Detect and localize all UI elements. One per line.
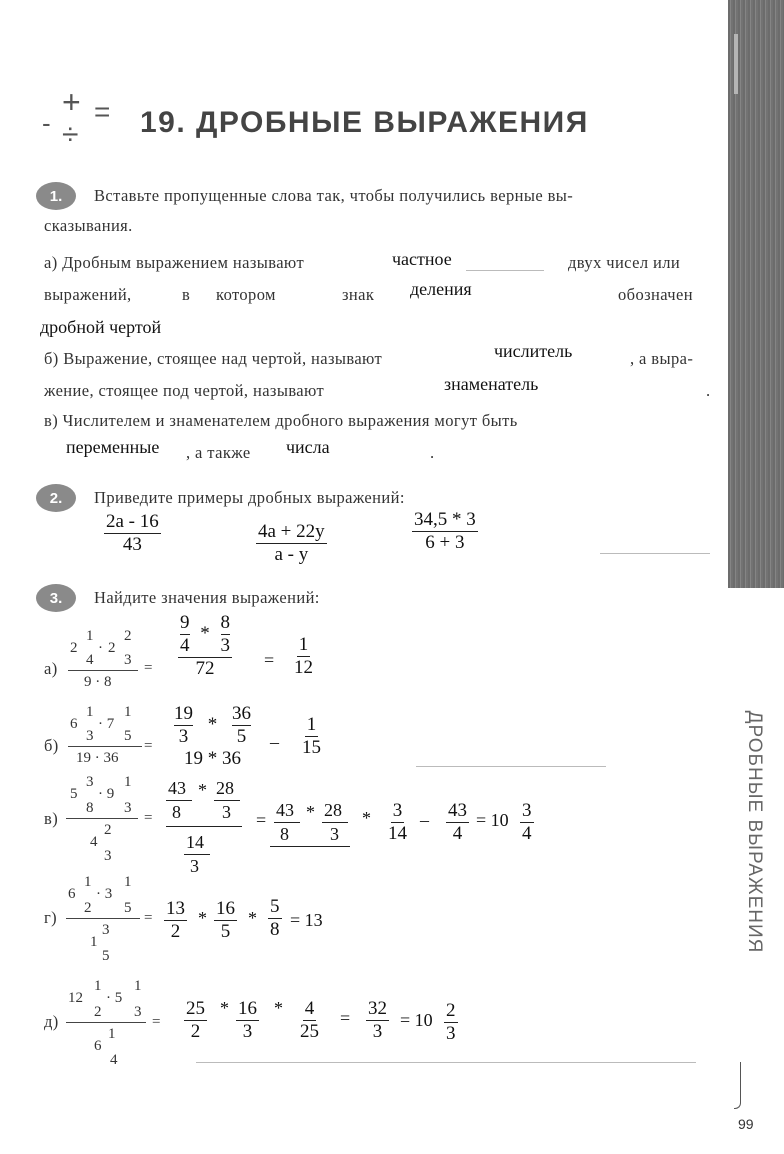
sub-numerator: 28 bbox=[216, 778, 234, 798]
mixed-numerator: 1 bbox=[108, 1026, 116, 1042]
mixed-numerator: 3 bbox=[522, 800, 532, 821]
math-operations-icon bbox=[38, 84, 122, 158]
task1-a-answer-3: дробной чертой bbox=[40, 317, 162, 337]
task3-b-label: б) bbox=[44, 736, 59, 755]
fraction-bar bbox=[66, 818, 138, 819]
task1-c-answer-2: числа bbox=[286, 437, 330, 457]
dot-operator: · 9 bbox=[98, 786, 115, 802]
equals-sign: = bbox=[94, 96, 111, 127]
fraction-numerator bbox=[178, 612, 232, 658]
mixed-whole: 2 bbox=[70, 640, 78, 656]
dot-operator: · 7 bbox=[98, 716, 115, 732]
equals-sign: = bbox=[144, 910, 153, 926]
mixed-whole: 2 bbox=[108, 640, 116, 656]
fraction-denominator: 2 bbox=[190, 1020, 201, 1042]
fraction-denominator: 25 bbox=[300, 1020, 319, 1042]
fraction-bar bbox=[274, 822, 300, 823]
sub-denominator: 3 bbox=[190, 856, 199, 876]
answer-blank-line bbox=[466, 270, 544, 271]
multiply-star: * bbox=[198, 780, 207, 800]
sub-numerator: 36 bbox=[232, 703, 251, 724]
minus-sign: – bbox=[270, 732, 279, 752]
task2-example-2 bbox=[256, 521, 327, 566]
task3-g-label: г) bbox=[44, 908, 58, 927]
mixed-denominator: 3 bbox=[86, 728, 94, 744]
mixed-numerator: 3 bbox=[102, 922, 110, 938]
fraction-denominator: 5 bbox=[220, 920, 231, 942]
answer-blank-line bbox=[600, 553, 710, 554]
task3-a-label: а) bbox=[44, 659, 58, 678]
mixed-numerator: 1 bbox=[124, 774, 132, 790]
sub-denominator: 8 bbox=[172, 802, 181, 822]
fraction-bar bbox=[166, 800, 192, 801]
result-numerator: 43 bbox=[448, 800, 467, 821]
task3-b-handwritten-fraction-1 bbox=[172, 703, 253, 770]
result-numerator: 1 bbox=[298, 634, 309, 655]
mixed-numerator: 1 bbox=[124, 874, 132, 890]
task3-a-handwritten-fraction-1 bbox=[178, 612, 232, 680]
mixed-numerator: 2 bbox=[124, 628, 132, 644]
task3-v-printed-expression bbox=[64, 774, 144, 868]
task2-example-1 bbox=[104, 511, 161, 556]
multiply-star: * bbox=[362, 808, 371, 828]
task3-d-fraction-2 bbox=[236, 998, 259, 1043]
minus-sign: – bbox=[420, 810, 429, 830]
result-value: = 13 bbox=[290, 910, 323, 930]
fraction-bar bbox=[184, 854, 210, 855]
fraction-numerator: 4 bbox=[304, 998, 315, 1019]
fraction-numerator: 13 bbox=[166, 898, 185, 919]
task3-d-fraction-3 bbox=[298, 998, 321, 1043]
mixed-denominator: 2 bbox=[84, 900, 92, 916]
mixed-denominator: 3 bbox=[104, 848, 112, 864]
side-chapter-title: ДРОБНЫЕ ВЫРАЖЕНИЯ bbox=[744, 710, 765, 954]
result-denominator: 3 bbox=[372, 1020, 383, 1042]
mixed-numerator: 1 bbox=[86, 628, 94, 644]
fraction-denominator: 19 * 36 bbox=[184, 747, 241, 769]
task3-d-result bbox=[366, 998, 389, 1043]
equals-sign: = bbox=[264, 650, 275, 670]
equals-sign: = 10 bbox=[476, 810, 509, 830]
sub-numerator: 14 bbox=[186, 832, 204, 852]
multiply-star: * bbox=[274, 998, 283, 1018]
result-denominator: 12 bbox=[294, 656, 313, 678]
mixed-numerator: 1 bbox=[86, 704, 94, 720]
mixed-numerator: 3 bbox=[86, 774, 94, 790]
fraction-numerator: 3 bbox=[392, 800, 403, 821]
divide-sign: ÷ bbox=[62, 118, 79, 151]
task1-a-answer-2: деления bbox=[410, 279, 472, 299]
task1-b-text: б) Выражение, стоящее над чертой, называют bbox=[44, 349, 383, 368]
mixed-whole: 4 bbox=[90, 834, 98, 850]
printed-denominator: 9 · 8 bbox=[84, 674, 112, 690]
mixed-denominator: 2 bbox=[94, 1004, 102, 1020]
dot-operator: · bbox=[98, 640, 103, 656]
sub-numerator: 8 bbox=[220, 612, 230, 633]
task3-a-result bbox=[292, 634, 315, 679]
sub-denominator: 3 bbox=[330, 824, 339, 844]
fraction-bar bbox=[66, 918, 140, 919]
mixed-denominator: 5 bbox=[102, 948, 110, 964]
equals-sign: = bbox=[340, 1008, 351, 1028]
task3-g-printed-expression bbox=[64, 874, 148, 968]
task1-c-answer-1: переменные bbox=[66, 437, 160, 457]
task3-g-fraction-2 bbox=[214, 898, 237, 943]
plus-sign: + bbox=[62, 84, 81, 120]
multiply-star: * bbox=[220, 998, 229, 1018]
equals-sign: = bbox=[144, 810, 153, 826]
example-numerator: 34,5 * 3 bbox=[414, 509, 476, 530]
fraction-numerator: 16 bbox=[238, 998, 257, 1019]
fraction-numerator: 25 bbox=[186, 998, 205, 1019]
task3-v-mixed-fraction bbox=[520, 800, 534, 845]
fraction-bar bbox=[66, 1022, 146, 1023]
task1-b-answer-1: числитель bbox=[494, 341, 573, 361]
equals-sign: = bbox=[256, 810, 267, 830]
mixed-numerator: 1 bbox=[84, 874, 92, 890]
fraction-denominator: 3 bbox=[242, 1020, 253, 1042]
sub-numerator: 43 bbox=[276, 800, 294, 820]
fraction-numerator bbox=[172, 703, 253, 748]
sub-denominator: 8 bbox=[280, 824, 289, 844]
mixed-denominator: 3 bbox=[124, 652, 132, 668]
mixed-denominator: 3 bbox=[446, 1022, 456, 1044]
task3-v-result bbox=[446, 800, 469, 845]
task1-c-end: . bbox=[430, 443, 435, 462]
task1-a-line2-word: в bbox=[182, 285, 191, 304]
mixed-denominator: 5 bbox=[124, 728, 132, 744]
task1-a-line2-word: котором bbox=[216, 285, 276, 304]
task3-d-printed-expression bbox=[64, 978, 154, 1072]
mixed-numerator: 1 bbox=[94, 978, 102, 994]
example-numerator: 2a - 16 bbox=[106, 511, 159, 532]
example-denominator: a - y bbox=[274, 543, 309, 565]
answer-blank-line bbox=[196, 1062, 696, 1063]
fraction-bar bbox=[214, 800, 240, 801]
fraction-denominator: 8 bbox=[270, 918, 280, 940]
mixed-denominator: 3 bbox=[124, 800, 132, 816]
task3-d-label: д) bbox=[44, 1012, 59, 1031]
task1-prompt-line2: сказывания. bbox=[44, 216, 133, 235]
mixed-whole: 6 bbox=[70, 716, 78, 732]
task1-a-line2-end: обозначен bbox=[618, 285, 693, 304]
task1-c-mid: , а также bbox=[186, 443, 251, 462]
dot-operator: · 5 bbox=[106, 990, 123, 1006]
task3-d-fraction-1 bbox=[184, 998, 207, 1043]
equals-sign: = bbox=[144, 738, 153, 754]
mixed-denominator: 8 bbox=[86, 800, 94, 816]
task3-g-fraction-3 bbox=[268, 896, 282, 941]
sub-numerator: 28 bbox=[324, 800, 342, 820]
task1-a-answer-1: частное bbox=[392, 249, 452, 269]
task3-d-mixed-fraction bbox=[444, 1000, 458, 1045]
equals-sign: = bbox=[152, 1014, 161, 1030]
task3-v-multiplier bbox=[386, 800, 409, 845]
task-badge-1: 1. bbox=[36, 182, 76, 210]
task1-b-text-end: , а выра- bbox=[630, 349, 694, 368]
mixed-numerator: 2 bbox=[446, 1000, 456, 1021]
task2-example-3 bbox=[412, 509, 478, 554]
printed-denominator: 19 · 36 bbox=[76, 750, 119, 766]
multiply-star: * bbox=[207, 713, 218, 735]
mixed-whole: 6 bbox=[68, 886, 76, 902]
multiply-star: * bbox=[248, 908, 257, 928]
fraction-bar bbox=[270, 846, 350, 847]
task3-v-handwritten-fraction-1 bbox=[166, 778, 248, 878]
answer-blank-line bbox=[416, 766, 606, 767]
mixed-numerator: 2 bbox=[104, 822, 112, 838]
sub-numerator: 9 bbox=[180, 612, 190, 633]
mixed-denominator: 4 bbox=[86, 652, 94, 668]
minus-sign: - bbox=[42, 108, 51, 138]
task1-prompt-line1: Вставьте пропущенные слова так, чтобы получились верные вы- bbox=[94, 186, 574, 205]
task2-prompt: Приведите примеры дробных выражений: bbox=[94, 488, 405, 507]
task3-prompt: Найдите значения выражений: bbox=[94, 588, 320, 607]
task1-b-answer-2: знаменатель bbox=[444, 374, 539, 394]
fraction-bar bbox=[68, 670, 138, 671]
mixed-denominator: 4 bbox=[110, 1052, 118, 1068]
sub-numerator: 43 bbox=[168, 778, 186, 798]
multiply-star: * bbox=[200, 622, 210, 644]
result-numerator: 32 bbox=[368, 998, 387, 1019]
task1-a-text-end: двух чисел или bbox=[568, 253, 681, 272]
task-badge-2: 2. bbox=[36, 484, 76, 512]
task1-b-line2-end: . bbox=[706, 381, 711, 400]
task3-v-handwritten-fraction-2 bbox=[274, 800, 354, 850]
fraction-numerator: 16 bbox=[216, 898, 235, 919]
mixed-denominator: 5 bbox=[124, 900, 132, 916]
sub-denominator: 3 bbox=[222, 802, 231, 822]
result-denominator: 4 bbox=[452, 822, 463, 844]
mixed-whole: 1 bbox=[90, 934, 98, 950]
example-numerator: 4a + 22y bbox=[258, 521, 325, 542]
mixed-numerator: 1 bbox=[124, 704, 132, 720]
example-denominator: 43 bbox=[122, 533, 142, 555]
task3-b-result bbox=[300, 714, 323, 759]
result-denominator: 15 bbox=[302, 736, 321, 758]
mixed-whole: 12 bbox=[68, 990, 83, 1006]
fraction-bar bbox=[166, 826, 242, 827]
mixed-whole: 6 bbox=[94, 1038, 102, 1054]
multiply-star: * bbox=[306, 802, 315, 822]
mixed-denominator: 3 bbox=[134, 1004, 142, 1020]
sub-denominator: 4 bbox=[180, 634, 190, 656]
fraction-denominator: 14 bbox=[388, 822, 407, 844]
chapter-title: 19. ДРОБНЫЕ ВЫРАЖЕНИЯ bbox=[140, 106, 589, 139]
example-denominator: 6 + 3 bbox=[425, 531, 465, 553]
multiply-star: * bbox=[198, 908, 207, 928]
sub-numerator: 19 bbox=[174, 703, 193, 724]
mixed-denominator: 4 bbox=[522, 822, 532, 844]
sub-denominator: 5 bbox=[236, 725, 247, 747]
side-band-decoration bbox=[728, 0, 784, 588]
fraction-denominator: 72 bbox=[195, 657, 215, 679]
page-corner-bracket bbox=[734, 1062, 741, 1109]
task3-v-label: в) bbox=[44, 809, 59, 828]
sub-denominator: 3 bbox=[178, 725, 189, 747]
dot-operator: · 3 bbox=[96, 886, 113, 902]
task1-b-line2: жение, стоящее под чертой, называют bbox=[44, 381, 325, 400]
equals-sign: = 10 bbox=[400, 1010, 433, 1030]
task1-a-line2-start: выражений, bbox=[44, 285, 132, 304]
result-numerator: 1 bbox=[306, 714, 317, 735]
task3-b-printed-expression bbox=[66, 702, 152, 772]
task1-a-text: а) Дробным выражением называют bbox=[44, 253, 305, 272]
fraction-numerator: 5 bbox=[270, 896, 280, 917]
fraction-denominator: 2 bbox=[170, 920, 181, 942]
task1-c-text: в) Числителем и знаменателем дробного выражения могут быть bbox=[44, 411, 518, 430]
sub-denominator: 3 bbox=[220, 634, 230, 656]
task-badge-3: 3. bbox=[36, 584, 76, 612]
task3-g-fraction-1 bbox=[164, 898, 187, 943]
mixed-whole: 5 bbox=[70, 786, 78, 802]
mixed-numerator: 1 bbox=[134, 978, 142, 994]
fraction-bar bbox=[68, 746, 142, 747]
fraction-bar bbox=[322, 822, 348, 823]
task1-a-line2-word: знак bbox=[342, 285, 375, 304]
equals-sign: = bbox=[144, 660, 153, 676]
task3-a-printed-expression bbox=[66, 626, 146, 696]
page-number: 99 bbox=[738, 1116, 754, 1132]
